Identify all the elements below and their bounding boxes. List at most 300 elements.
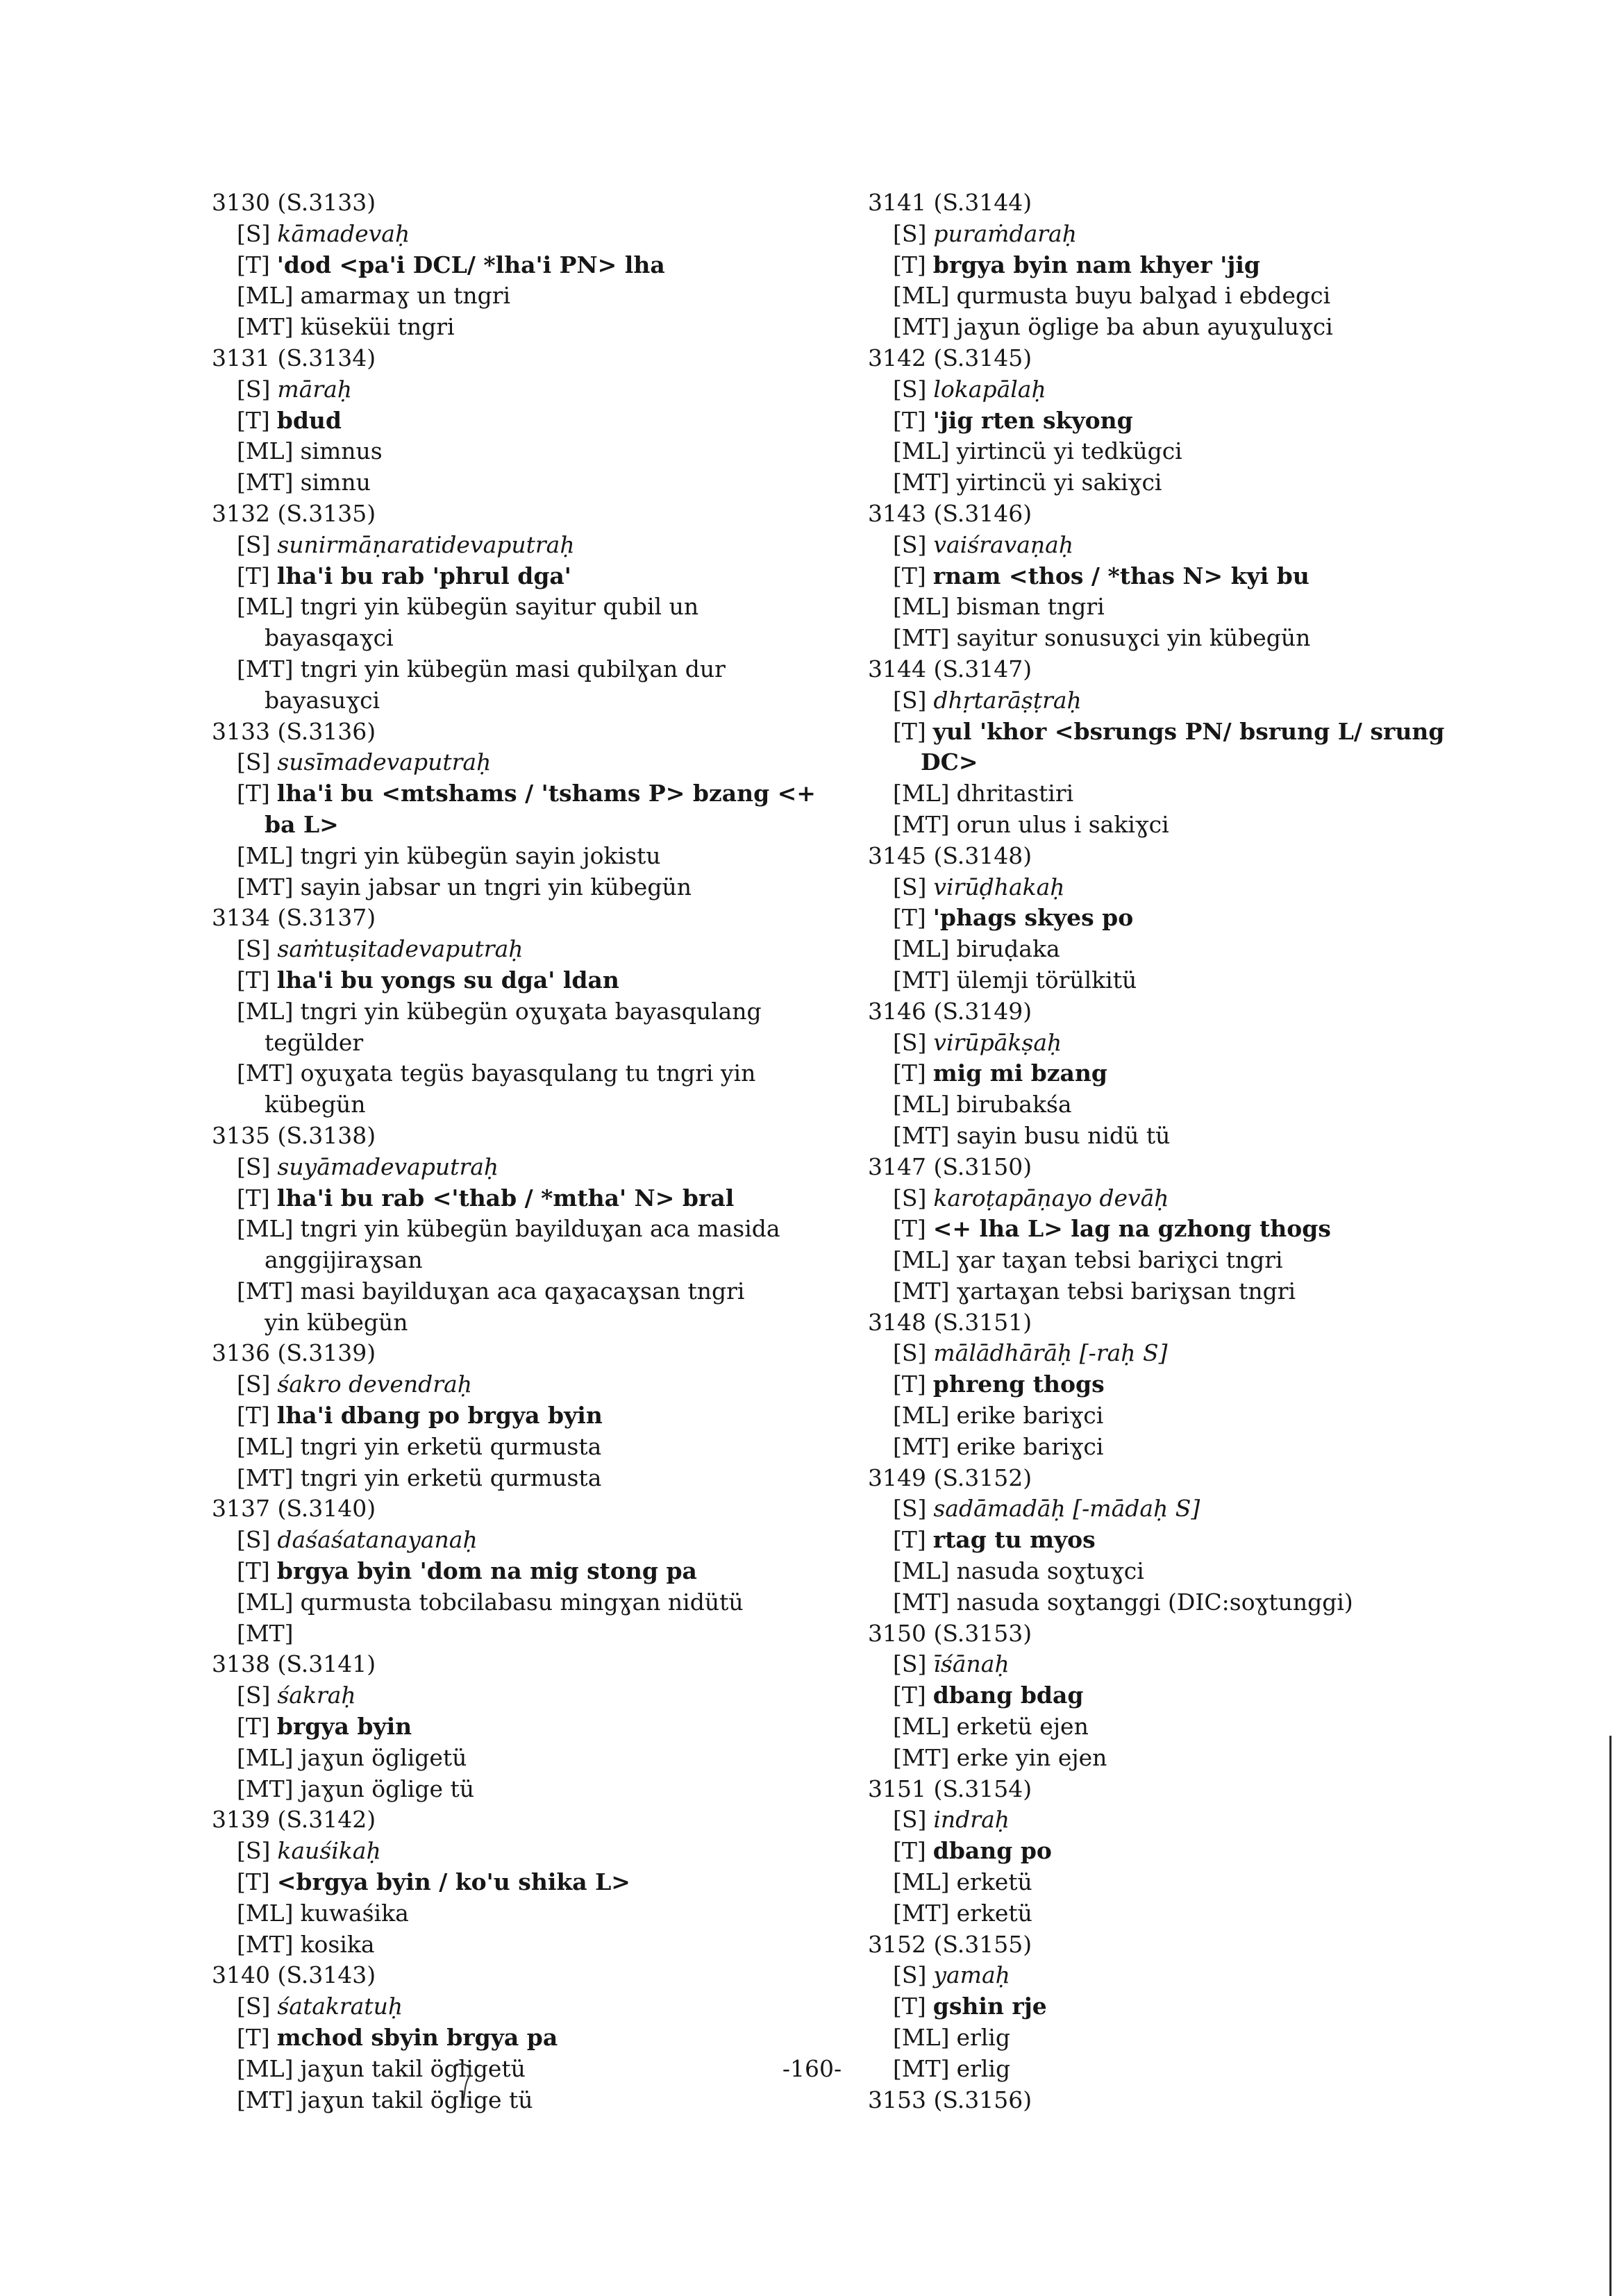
field-text: kauśikaḥ (277, 1837, 381, 1865)
field-label: [S] (893, 530, 927, 558)
field-label: [MT] (237, 1930, 294, 1958)
entry-field-line (868, 965, 1507, 996)
field-label: [MT] (237, 873, 294, 900)
entry-field-line (868, 1028, 1507, 1059)
field-text: dhṛtarāṣṭraḥ (933, 686, 1082, 714)
field-text: ɣartaɣan tebsi bariɣsan tngri (956, 1277, 1296, 1305)
field-text: yirtincü yi tedkügci (956, 437, 1182, 465)
field-text: sunirmāṇaratidevaputraḥ (277, 530, 575, 558)
entry-field-line (212, 1743, 837, 1774)
entry-field-line (868, 1369, 1507, 1400)
field-label: [ML] (237, 841, 294, 869)
entry-field-line (868, 1867, 1507, 1898)
field-text: biruḍaka (956, 935, 1060, 963)
field-text: bisman tngri (956, 593, 1105, 621)
entry-field-line (868, 1525, 1507, 1556)
field-label: [ML] (893, 1868, 950, 1896)
entry-field-line (212, 1058, 837, 1089)
field-label: [MT] (237, 1277, 294, 1305)
field-text: oɣuɣata tegüs bayasqulang tu tngri yin (300, 1059, 756, 1087)
field-label: [S] (237, 1153, 271, 1180)
field-label: [ML] (893, 1091, 950, 1118)
entry-field-line (212, 1369, 837, 1400)
entry-field-line (212, 561, 837, 592)
entry-field-line (212, 934, 837, 965)
entry-number: 3139 (S.3142) (212, 1806, 376, 1834)
field-text: sayitur sonusuɣci yin kübegün (956, 624, 1311, 652)
right-column (868, 187, 1507, 2115)
field-text: erke yin ejen (956, 1743, 1107, 1771)
field-label: [S] (893, 686, 927, 714)
field-label: [ML] (237, 1432, 294, 1460)
entry-field-line (868, 1214, 1507, 1245)
entry-field-line (868, 1711, 1507, 1743)
entry-number: 3146 (S.3149) (868, 997, 1032, 1025)
field-label: [MT] (893, 313, 950, 341)
field-label: [MT] (893, 624, 950, 652)
field-label: [T] (893, 904, 926, 932)
field-label: [S] (893, 1184, 927, 1212)
field-label: [MT] (893, 1588, 950, 1616)
entry-field-line (868, 934, 1507, 965)
field-text: śatakratuḥ (277, 1993, 403, 2020)
field-label: [S] (893, 219, 927, 247)
field-text: lha'i bu yongs su dga' ldan (276, 966, 619, 994)
field-label: [ML] (237, 437, 294, 465)
entry-number: 3132 (S.3135) (212, 499, 376, 527)
field-text: erketü (956, 1899, 1032, 1927)
field-text: yamaḥ (933, 1961, 1010, 1989)
entry-field-line (212, 1587, 837, 1618)
entry-number: 3140 (S.3143) (212, 1961, 376, 1989)
entry-number: 3133 (S.3136) (212, 717, 376, 745)
field-label: [T] (893, 1371, 926, 1398)
entry-field-line (868, 2022, 1507, 2054)
field-text: māraḥ (277, 375, 353, 403)
field-text: susīmadevaputraḥ (277, 748, 492, 776)
entry-field-line (868, 374, 1507, 405)
field-text: lha'i dbang po brgya byin (276, 1402, 603, 1430)
entry-field-line (868, 1960, 1507, 1991)
field-text: <+ lha L> lag na gzhong thogs (932, 1215, 1331, 1243)
field-text: virūpākṣaḥ (933, 1028, 1062, 1056)
entry-number: 3148 (S.3151) (868, 1308, 1032, 1336)
field-label: [T] (237, 251, 270, 278)
entry-field-line (868, 903, 1507, 934)
entry-field-line (868, 810, 1507, 841)
entry-field-line (212, 747, 837, 778)
continuation-line: DC> (921, 748, 978, 776)
field-label: [T] (237, 780, 270, 807)
continuation-line: kübegün (265, 1091, 366, 1118)
field-label: [MT] (237, 469, 294, 496)
field-label: [ML] (893, 1402, 950, 1430)
field-label: [MT] (237, 1464, 294, 1491)
field-label: [ML] (893, 780, 950, 807)
field-label: [S] (893, 873, 927, 900)
entry-field-line (212, 1183, 837, 1214)
entry-number: 3131 (S.3134) (212, 344, 376, 371)
field-text: jaɣun takil öglige tü (300, 2086, 533, 2113)
entry-field-line (212, 1432, 837, 1463)
entry-number: 3143 (S.3146) (868, 499, 1032, 527)
field-label: [MT] (237, 2086, 294, 2113)
field-label: [S] (893, 1028, 927, 1056)
field-text: virūḍhakaḥ (933, 873, 1065, 900)
entry-field-line (868, 1276, 1507, 1307)
field-label: [T] (237, 1557, 270, 1585)
entry-field-line (868, 219, 1507, 250)
field-text: tngri yin kübegün oɣuɣata bayasqulang (300, 997, 762, 1025)
field-label: [S] (237, 1371, 271, 1398)
field-label: [ML] (237, 282, 294, 310)
field-text: 'phags skyes po (932, 904, 1134, 932)
field-label: [ML] (237, 1588, 294, 1616)
field-text: <brgya byin / ko'u shika L> (276, 1868, 630, 1896)
field-label: [T] (893, 717, 926, 745)
scan-edge-line (1609, 1736, 1612, 2296)
field-text: kuwaśika (300, 1899, 409, 1927)
field-text: küseküi tngri (300, 313, 455, 341)
continuation-line: bayasuɣci (265, 686, 380, 714)
entry-field-line (868, 250, 1507, 281)
field-text: sadāmadāḥ [-mādaḥ S] (933, 1495, 1200, 1523)
entry-number: 3135 (S.3138) (212, 1121, 376, 1149)
field-label: [T] (237, 1402, 270, 1430)
field-text: erketü (956, 1868, 1032, 1896)
field-label: [ML] (893, 935, 950, 963)
entry-field-line (212, 841, 837, 872)
field-text: ülemji törülkitü (956, 966, 1137, 994)
entry-field-line (868, 1649, 1507, 1680)
field-label: [T] (893, 1837, 926, 1865)
field-text: yul 'khor <bsrungs PN/ bsrung L/ srung (932, 717, 1445, 745)
entry-number: 3130 (S.3133) (212, 189, 376, 216)
field-text: dbang po (932, 1837, 1052, 1865)
field-label: [T] (237, 562, 270, 589)
entry-field-line (868, 1898, 1507, 1929)
entry-field-line (212, 1836, 837, 1867)
field-label: [T] (237, 1868, 270, 1896)
field-label: [ML] (893, 1557, 950, 1585)
entry-field-line (212, 1463, 837, 1494)
entry-number: 3147 (S.3150) (868, 1153, 1032, 1180)
field-text: mig mi bzang (932, 1059, 1107, 1087)
field-text: erike bariɣci (956, 1402, 1104, 1430)
entry-field-line (868, 1245, 1507, 1276)
field-label: [T] (237, 1713, 270, 1741)
field-label: [MT] (237, 655, 294, 682)
field-text: lha'i bu rab 'phrul dga' (276, 562, 571, 589)
field-text: brgya byin (276, 1713, 412, 1741)
field-text: masi bayilduɣan aca qaɣacaɣsan tngri (300, 1277, 745, 1305)
entry-field-line (868, 1121, 1507, 1152)
entry-field-line (868, 405, 1507, 437)
entry-field-line (868, 1058, 1507, 1089)
entry-field-line (212, 2085, 837, 2116)
entry-field-line (212, 1556, 837, 1587)
entry-field-line (868, 561, 1507, 592)
field-label: [S] (893, 1806, 927, 1834)
entry-field-line (212, 996, 837, 1028)
field-label: [MT] (893, 469, 950, 496)
entry-field-line (868, 717, 1507, 748)
entry-number: 3142 (S.3145) (868, 344, 1032, 371)
field-label: [S] (237, 1837, 271, 1865)
field-text: īśānaḥ (933, 1650, 1010, 1678)
entry-number: 3152 (S.3155) (868, 1930, 1032, 1958)
field-label: [T] (893, 406, 926, 434)
field-label: [ML] (237, 2054, 294, 2082)
entry-field-line (868, 1556, 1507, 1587)
field-text: tngri yin erketü qurmusta (300, 1464, 602, 1491)
entry-field-line (212, 872, 837, 903)
entry-number: 3137 (S.3140) (212, 1495, 376, 1523)
field-label: [MT] (237, 1775, 294, 1802)
entry-field-line (868, 436, 1507, 467)
field-label: [ML] (237, 997, 294, 1025)
entry-field-line (868, 1493, 1507, 1525)
entry-field-line (868, 1743, 1507, 1774)
entry-number: 3138 (S.3141) (212, 1650, 376, 1678)
entry-field-line (868, 623, 1507, 654)
field-text: amarmaɣ un tngri (300, 282, 511, 310)
field-label: [S] (237, 1526, 271, 1554)
field-label: [S] (893, 1961, 927, 1989)
entry-field-line (212, 1929, 837, 1961)
page-number: -160- (782, 2055, 842, 2082)
entry-number: 3144 (S.3147) (868, 655, 1032, 682)
field-text: gshin rje (932, 1993, 1047, 2020)
entry-field-line (868, 872, 1507, 903)
field-text: brgya byin nam khyer 'jig (932, 251, 1260, 278)
entry-field-line (212, 1276, 837, 1307)
entry-number: 3151 (S.3154) (868, 1775, 1032, 1802)
entry-field-line (868, 778, 1507, 810)
entry-field-line (868, 1089, 1507, 1121)
field-label: [MT] (893, 1899, 950, 1927)
field-text: rnam <thos / *thas N> kyi bu (932, 562, 1309, 589)
field-text: lha'i bu <mtshams / 'tshams P> bzang <+ (276, 780, 816, 807)
entry-field-line (868, 592, 1507, 623)
field-text: brgya byin 'dom na mig stong pa (276, 1557, 697, 1585)
continuation-line: tegülder (265, 1028, 364, 1056)
field-label: [T] (237, 2024, 270, 2052)
field-label: [ML] (893, 282, 950, 310)
field-text: jaɣun öglige tü (300, 1775, 474, 1802)
field-text: bdud (276, 406, 342, 434)
entry-field-line (212, 219, 837, 250)
field-label: [S] (893, 1650, 927, 1678)
field-text: daśaśatanayanaḥ (277, 1526, 478, 1554)
field-text: 'dod <pa'i DCL/ *lha'i PN> lha (276, 251, 665, 278)
field-text: saṁtuṣitadevaputraḥ (277, 935, 524, 963)
field-text: mchod sbyin brgya pa (276, 2024, 558, 2052)
field-text: tngri yin kübegün bayilduɣan aca masida (300, 1215, 780, 1243)
entry-field-line (212, 965, 837, 996)
field-label: [T] (237, 966, 270, 994)
field-text: phreng thogs (932, 1371, 1105, 1398)
field-label: [S] (893, 1339, 927, 1367)
entry-field-line (868, 1587, 1507, 1618)
field-text: erike bariɣci (956, 1432, 1104, 1460)
field-label: [MT] (893, 1277, 950, 1305)
field-text: kāmadevaḥ (277, 219, 410, 247)
entry-field-line (868, 1680, 1507, 1711)
entry-field-line (212, 1867, 837, 1898)
entry-field-line (212, 1214, 837, 1245)
entry-field-line (212, 1680, 837, 1711)
field-label: [MT] (237, 313, 294, 341)
continuation-line: ba L> (265, 810, 339, 838)
entry-field-line (868, 1183, 1507, 1214)
field-text: sayin busu nidü tü (956, 1121, 1171, 1149)
field-label: [S] (893, 1495, 927, 1523)
entry-number: 3150 (S.3153) (868, 1619, 1032, 1647)
entry-field-line (212, 1618, 837, 1650)
entry-field-line (212, 436, 837, 467)
entry-field-line (212, 1774, 837, 1805)
field-label: [MT] (893, 966, 950, 994)
entry-field-line (212, 405, 837, 437)
field-text: tngri yin kübegün sayin jokistu (300, 841, 661, 869)
entry-field-line (212, 1991, 837, 2022)
field-label: [T] (893, 562, 926, 589)
field-label: [S] (237, 530, 271, 558)
field-label: [S] (237, 748, 271, 776)
entry-field-line (212, 1711, 837, 1743)
field-text: karoṭapāṇayo devāḥ (933, 1184, 1169, 1212)
field-label: [ML] (893, 1246, 950, 1274)
field-text: dbang bdag (932, 1682, 1084, 1709)
field-label: [S] (237, 375, 271, 403)
field-label: [MT] (893, 1743, 950, 1771)
field-label: [ML] (893, 437, 950, 465)
entry-field-line (212, 1152, 837, 1183)
field-text: dhritastiri (956, 780, 1074, 807)
field-text: rtag tu myos (932, 1526, 1096, 1554)
entry-field-line (212, 2022, 837, 2054)
entry-number: 3136 (S.3139) (212, 1339, 376, 1367)
field-label: [ML] (237, 1899, 294, 1927)
field-text: 'jig rten skyong (932, 406, 1133, 434)
field-text: vaiśravaṇaḥ (933, 530, 1074, 558)
field-text: tngri yin erketü qurmusta (300, 1432, 602, 1460)
continuation-line: anggijiraɣsan (265, 1246, 423, 1274)
field-text: qurmusta buyu balɣad i ebdegci (956, 282, 1331, 310)
left-column (212, 187, 837, 2115)
field-label: [MT] (237, 1059, 294, 1087)
field-label: [MT] (893, 1432, 950, 1460)
field-label: [ML] (237, 1743, 294, 1771)
field-label: [ML] (237, 593, 294, 621)
entry-field-line (212, 250, 837, 281)
field-label: [S] (237, 219, 271, 247)
field-text: birubakśa (956, 1091, 1072, 1118)
entry-field-line (868, 312, 1507, 343)
field-text: ɣar taɣan tebsi bariɣci tngri (956, 1246, 1283, 1274)
entry-field-line (212, 778, 837, 810)
field-label: [T] (893, 1682, 926, 1709)
field-text: suyāmadevaputraḥ (277, 1153, 499, 1180)
field-label: [ML] (893, 593, 950, 621)
entry-field-line (868, 467, 1507, 498)
entry-field-line (868, 1804, 1507, 1836)
field-text: jaɣun takil ögligetü (300, 2054, 526, 2082)
field-label: [ML] (893, 2024, 950, 2052)
field-text: lokapālaḥ (933, 375, 1046, 403)
entry-field-line (212, 1525, 837, 1556)
field-label: [T] (893, 1993, 926, 2020)
entry-field-line (868, 1432, 1507, 1463)
entry-field-line (212, 654, 837, 685)
field-text: mālādhārāḥ [-raḥ S] (933, 1339, 1168, 1367)
field-text: jaɣun öglige ba abun ayuɣuluɣci (956, 313, 1333, 341)
field-label: [MT] (893, 1121, 950, 1149)
field-text: śakro devendraḥ (277, 1371, 473, 1398)
field-text: indraḥ (933, 1806, 1010, 1834)
field-label: [ML] (893, 1713, 950, 1741)
field-text: qurmusta tobcilabasu mingɣan nidütü (300, 1588, 744, 1616)
field-text: yirtincü yi sakiɣci (956, 469, 1162, 496)
entry-field-line (868, 1338, 1507, 1369)
field-label: [T] (237, 1184, 270, 1212)
entry-number: 3134 (S.3137) (212, 904, 376, 932)
field-label: [S] (237, 1682, 271, 1709)
field-text: simnus (300, 437, 383, 465)
field-text: erlig (956, 2054, 1011, 2082)
field-label: [T] (237, 406, 270, 434)
field-text: nasuda soɣtanggi (DIC:soɣtunggi) (956, 1588, 1353, 1616)
field-label: [ML] (237, 1215, 294, 1243)
field-text: lha'i bu rab <'thab / *mtha' N> bral (276, 1184, 735, 1212)
field-text: orun ulus i sakiɣci (956, 810, 1169, 838)
field-label: [T] (893, 1059, 926, 1087)
entry-field-line (212, 280, 837, 312)
field-text: puraṁdaraḥ (933, 219, 1077, 247)
entry-field-line (212, 530, 837, 561)
entry-field-line (868, 280, 1507, 312)
entry-field-line (212, 374, 837, 405)
pen-stroke-mark (453, 2061, 480, 2109)
field-label: [T] (893, 1526, 926, 1554)
field-text: nasuda soɣtuɣci (956, 1557, 1144, 1585)
field-label: [T] (893, 251, 926, 278)
field-text: śakraḥ (277, 1682, 356, 1709)
entry-number: 3145 (S.3148) (868, 841, 1032, 869)
field-text: tngri yin kübegün masi qubilɣan dur (300, 655, 726, 682)
field-text: tngri yin kübegün sayitur qubil un (300, 593, 699, 621)
field-text: sayin jabsar un tngri yin kübegün (300, 873, 692, 900)
field-text: jaɣun ögligetü (300, 1743, 467, 1771)
continuation-line: bayasqaɣci (265, 624, 394, 652)
field-text: erlig (956, 2024, 1010, 2052)
entry-field-line (212, 467, 837, 498)
field-label: [S] (237, 1993, 271, 2020)
entry-field-line (868, 1400, 1507, 1432)
entry-field-line (212, 1898, 837, 1929)
field-label: [MT] (893, 810, 950, 838)
entry-field-line (868, 1991, 1507, 2022)
field-label: [S] (237, 935, 271, 963)
field-label: [T] (893, 1215, 926, 1243)
entry-field-line (212, 592, 837, 623)
field-label: [MT] (893, 2054, 950, 2082)
entry-field-line (212, 1400, 837, 1432)
entry-number: 3141 (S.3144) (868, 189, 1032, 216)
field-text: simnu (300, 469, 371, 496)
entry-field-line (212, 312, 837, 343)
